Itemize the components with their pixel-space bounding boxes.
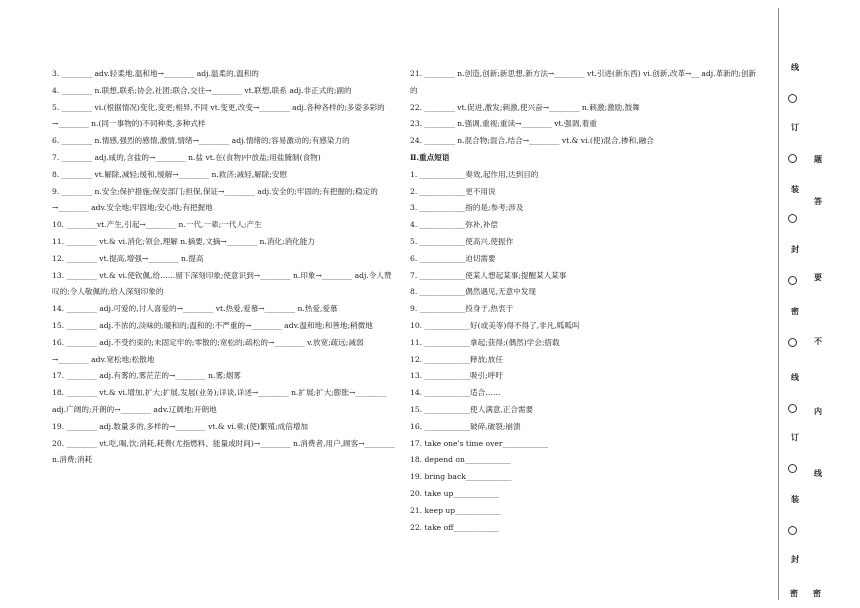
phrase-item: 16. ____________破碎,破裂;崩溃: [410, 421, 521, 431]
phrase-item: 9. ____________投身于,热衷于: [410, 304, 514, 314]
binding-circle: [788, 338, 797, 347]
vocab-item: 24. ________ n.混合物;混合,结合→________ vt.& vi.(使)混合,掺和,融合: [410, 136, 654, 146]
binding-circle: [788, 526, 797, 535]
binding-char: 答: [814, 196, 822, 206]
binding-circle: [788, 276, 797, 285]
phrase-item: 22. take off____________: [410, 522, 500, 532]
vocab-item: 3. ________ adv.轻柔地,温和地→________ adj.温柔的,温和的: [52, 69, 259, 78]
binding-circle: [788, 94, 797, 103]
vocab-item: 17. ________ adj.有雾的,雾茫茫的→________ n.雾;烟雾: [52, 371, 241, 381]
phrase-item: 21. keep up____________: [410, 505, 501, 515]
binding-circle: [788, 464, 797, 473]
vocab-item: 23. ________ n.强调,重视;重读→________ vt.强调,着重: [410, 119, 597, 129]
binding-char: 内: [814, 406, 822, 416]
phrase-item: 7. ____________使某人想起某事;提醒某人某事: [410, 270, 567, 280]
phrase-item: 17. take one's time over____________: [410, 438, 549, 448]
binding-char: 封: [791, 554, 799, 564]
binding-line: [778, 8, 779, 600]
vocab-item: 21. ________ n.创造,创新;新思想,新方法→________ vt.引进(新东西) vi.创新,改革→__ adj.革新的;创新的: [410, 69, 757, 95]
vocab-item: 19. ________ adj.数量多的,多样的→________ vt.& vi.乘;(使)繁殖;成倍增加: [52, 421, 309, 431]
binding-char: 线: [791, 372, 799, 382]
vocab-item: 12. ________ vt.提高,增强→________ n.提高: [52, 253, 204, 263]
vocab-item: 8. ________ vt.解除,减轻;缓和,缓解→________ n.救济;减轻,解除;安慰: [52, 169, 288, 179]
phrase-item: 3. ____________指的是;参考;涉及: [410, 203, 524, 213]
vocab-item: 15. ________ adj.不浓的,淡味的;暖和的;温和的;不严重的→________ adv.温和地;和善地;稍微地: [52, 320, 373, 330]
binding-circle: [788, 214, 797, 223]
phrase-item: 8. ____________偶然遇见,无意中发现: [410, 287, 536, 297]
phrase-item: 5. ____________使高兴,使振作: [410, 236, 514, 246]
vocab-item: 9. ________ n.安全;保护措施;保安部门;担保,保证→________ adj.安全的;牢固的;有把握的;稳定的→________ adv.安全地;牢固地;安心地;有把握地: [52, 186, 378, 213]
vocab-item: 20. ________ vt.吃,喝,饮;消耗,耗费(尤指燃料、能量或时间)→________ n.消费者,用户,顾客→________ n.消费;消耗: [52, 438, 396, 465]
binding-char: 线: [791, 62, 799, 72]
phrase-item: 11. ____________拿起;获得;(偶然)学会;搭载: [410, 337, 560, 347]
vocab-item: 22. ________ vt.促进,激发;刺激,使兴奋→________ n.刺激;激励,鼓舞: [410, 102, 640, 112]
vocab-item: 13. ________ vt.& vi.使钦佩,给……留下深刻印象;使意识到→________ n.印象→________ adj.令人赞叹的;令人敬佩的;给人深刻印象的: [52, 270, 392, 297]
vocab-item: 4. ________ n.联想,联系;协会,社团;联合,交往→________ vt.联想,联系 adj.非正式的;副的: [52, 85, 352, 95]
binding-circle: [788, 154, 797, 163]
vocab-item: 14. ________ adj.可爱的,讨人喜爱的→________ vt.热爱,爱慕→________ n.热爱,爱慕: [52, 304, 338, 314]
phrase-item: 15. ____________使人满意,正合需要: [410, 404, 534, 414]
right-column: [410, 66, 760, 536]
phrase-item: 18. depend on____________: [410, 455, 511, 465]
section-heading: Ⅱ.重点短语: [410, 152, 450, 162]
vocab-item: 6. ________ n.情感,强烈的感情,激情,情绪→________ adj.情绪的;容易激动的;有感染力的: [52, 136, 350, 146]
phrase-item: 12. ____________释放;放任: [410, 354, 503, 364]
phrase-item: 10. ____________好(或美等)得不得了,非凡,呱呱叫: [410, 320, 580, 330]
vocab-item: 7. ________ adj.咸的,含盐的→________ n.盐 vt.在(食物)中放盐;用盐腌制(食物): [52, 152, 321, 162]
binding-char: 不: [814, 336, 822, 346]
phrase-item: 2. ____________更不用说: [410, 186, 496, 196]
phrase-item: 4. ____________弥补,补偿: [410, 220, 499, 230]
vocab-item: 10. ________vt.产生,引起→________ n.一代,一辈;一代人;产生: [52, 220, 262, 230]
phrase-item: 19. bring back____________: [410, 472, 512, 482]
phrase-item: 20. take up____________: [410, 488, 499, 498]
left-column: [52, 66, 397, 469]
binding-char: 密: [790, 588, 798, 598]
binding-char: 密: [813, 588, 821, 598]
phrase-item: 1. ____________奏效,起作用,达到目的: [410, 169, 539, 179]
phrase-item: 13. ____________吸引;呼吁: [410, 371, 503, 381]
binding-char: 线: [814, 468, 822, 478]
binding-char: 订: [791, 432, 799, 442]
vocab-item: 16. ________ adj.不受约束的;未固定牢的;零散的;宽松的;疏松的→________ v.放宽;疏远;减弱→________ adv.宽松地;松散地: [52, 337, 364, 364]
vocab-item: 18. ________ vt.& vi.增加,扩大;扩展,发展(业务);详谈,详述→________ n.扩展;扩大;膨胀→________ adj.广阔的;开朗的→________ adv.辽阔地;开朗地: [52, 388, 386, 414]
vocab-item: 5. ________ vi.(根据情况)变化,变更;相异,不同 vt.变更,改变→________ adj.各种各样的;多姿多彩的→________ n.(同一事物的)不同种类,多种式样: [52, 102, 385, 129]
binding-char: 装: [791, 184, 799, 194]
binding-char: 订: [791, 122, 799, 132]
binding-char: 装: [791, 494, 799, 504]
binding-char: 封: [791, 244, 799, 254]
binding-char: 密: [791, 306, 799, 316]
binding-circle: [788, 404, 797, 413]
vocab-item: 11. ________ vt.& vi.消化;领会,理解 n.摘要,文摘→________ n.消化;消化能力: [52, 236, 315, 246]
phrase-item: 14. ____________适合……: [410, 388, 501, 398]
binding-char: 题: [814, 154, 822, 164]
binding-char: 要: [814, 272, 822, 282]
phrase-item: 6. ____________迫切需要: [410, 253, 496, 263]
